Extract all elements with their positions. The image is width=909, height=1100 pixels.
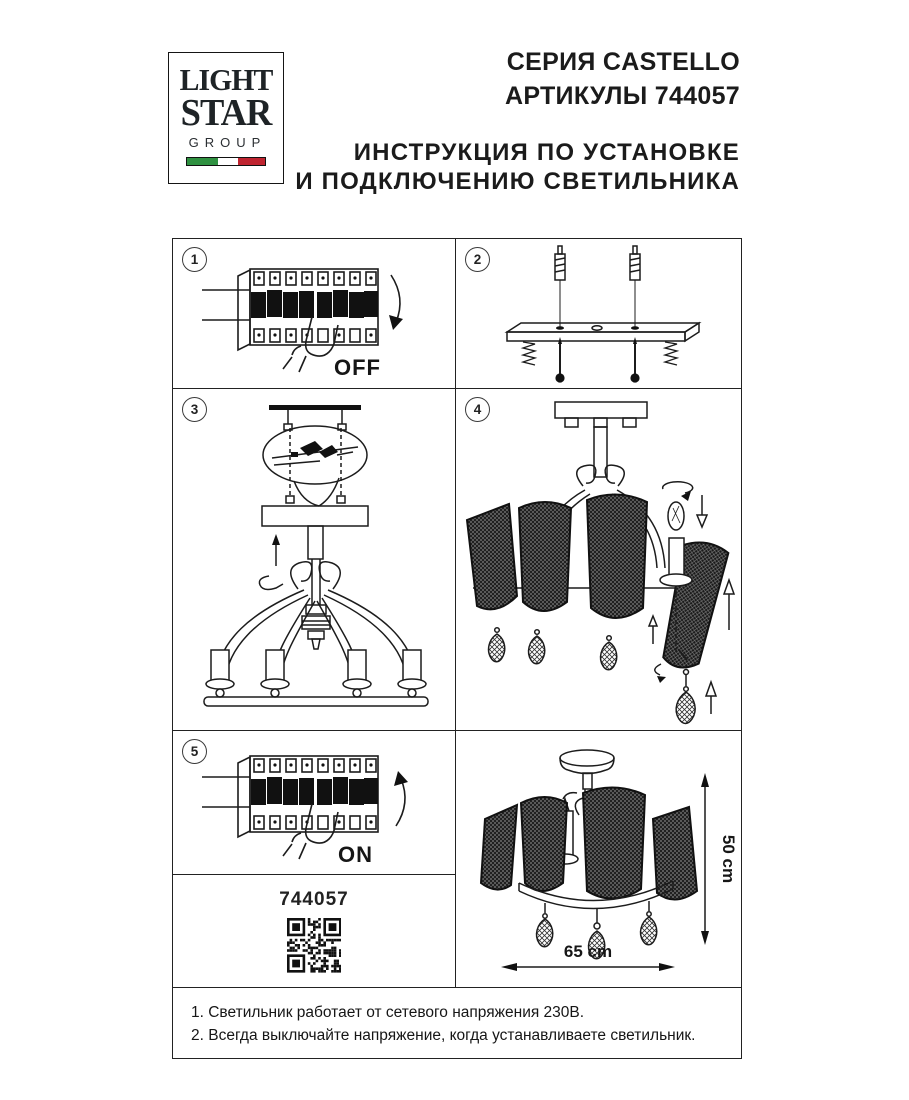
mounting-bar	[507, 323, 699, 341]
off-label: OFF	[334, 354, 381, 380]
frame-mounting-illustration	[174, 392, 454, 728]
header-titles	[295, 50, 740, 196]
instruction-title-line2: И ПОДКЛЮЧЕНИЮ СВЕТИЛЬНИКА	[295, 168, 740, 195]
step4-panel	[456, 389, 741, 731]
on-arrow-icon	[394, 771, 408, 826]
height-dimension-label: 50 cm	[719, 834, 738, 883]
wiring-detail-balloon	[263, 426, 367, 506]
step1-panel	[173, 239, 456, 389]
dimensions-panel	[456, 731, 741, 988]
qr-article-number: 744057	[279, 889, 349, 910]
off-arrow-icon	[389, 275, 403, 330]
chandelier-dimensions-illustration	[457, 733, 740, 986]
wall-anchor-icons	[555, 246, 640, 328]
width-dimension-label: 65 cm	[563, 941, 613, 961]
candle-sleeves	[206, 650, 426, 697]
screw-icons	[555, 337, 639, 383]
step5-number-badge: 5	[182, 739, 207, 764]
step5-panel	[173, 731, 456, 875]
lift-arrow-icon	[259, 534, 283, 589]
step4-number-badge: 4	[465, 397, 490, 422]
on-label: ON	[338, 841, 373, 867]
logo-text-group: GROUP	[188, 135, 267, 150]
note-line-2: 2. Всегда выключайте напряжение, когда устанавливаете светильник.	[191, 1027, 696, 1044]
logo-text-star: STAR	[180, 92, 272, 134]
qr-panel	[173, 875, 456, 988]
series-title: СЕРИЯ CASTELLO	[506, 48, 740, 76]
height-dimension	[701, 773, 709, 945]
shade-installation-illustration	[457, 392, 740, 728]
notes-panel	[173, 988, 741, 1058]
flag-green	[187, 158, 218, 165]
flag-white	[218, 158, 238, 165]
step2-panel	[456, 239, 741, 389]
mounting-bracket-illustration	[473, 240, 725, 388]
logo-text-light: LIGHT	[179, 62, 273, 97]
lightstar-logo	[168, 52, 284, 184]
bottom-crystal-drop	[676, 692, 695, 724]
step1-number-badge: 1	[182, 247, 207, 272]
crystal-drop-icons	[489, 627, 617, 669]
italian-flag-stripe	[186, 157, 266, 166]
step3-number-badge: 3	[182, 397, 207, 422]
instruction-title	[295, 138, 740, 196]
spring-icons	[523, 342, 677, 365]
breaker-on-illustration	[188, 734, 440, 872]
bulb-rotation-icons	[663, 481, 707, 529]
instruction-steps-table	[172, 238, 742, 1059]
qr-code	[287, 918, 342, 973]
step3-panel	[173, 389, 456, 731]
mesh-shades	[481, 787, 697, 899]
article-title: АРТИКУЛЫ 744057	[504, 82, 740, 110]
step2-number-badge: 2	[465, 247, 490, 272]
shade-up-arrow-icon	[724, 580, 734, 630]
width-dimension	[501, 963, 675, 971]
breaker-off-illustration	[188, 243, 440, 385]
crystal-up-arrow-icon	[706, 682, 716, 714]
flag-red	[238, 158, 265, 165]
note-line-1: 1. Светильник работает от сетевого напряжения 230В.	[191, 1004, 585, 1021]
instruction-title-line1: ИНСТРУКЦИЯ ПО УСТАНОВКЕ	[353, 139, 740, 166]
